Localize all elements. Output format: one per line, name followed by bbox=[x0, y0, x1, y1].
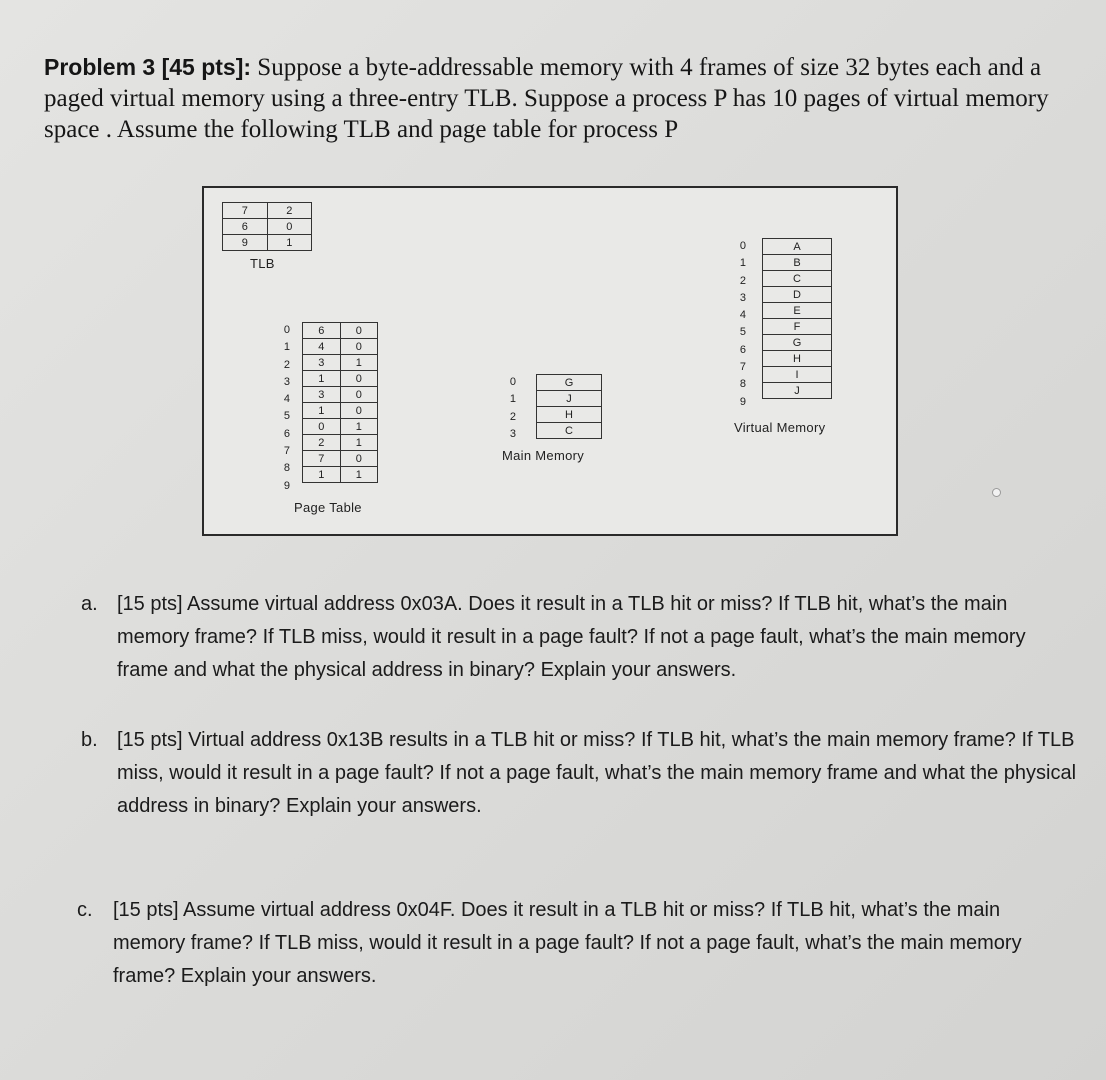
valid-bit: 1 bbox=[340, 355, 378, 371]
page-table-row bbox=[303, 435, 378, 451]
page-content: C bbox=[763, 271, 832, 287]
frame-number: 6 bbox=[303, 323, 341, 339]
problem-text: Suppose a byte-addressable memory with 4 frames of size 32 bytes each and a paged virtual memory using a three-entry TLB. Suppose a process P has 10 pages of virtual memory space . Assume the following TLB and page table for process P bbox=[44, 54, 1049, 143]
page-index: 3 bbox=[739, 291, 746, 304]
tlb-page: 9 bbox=[223, 235, 268, 251]
page-content: E bbox=[763, 303, 832, 319]
page-table-row bbox=[303, 339, 378, 355]
valid-bit: 0 bbox=[340, 387, 378, 403]
tlb-page: 6 bbox=[223, 219, 268, 235]
decorative-dot bbox=[992, 488, 1001, 497]
frame-content: H bbox=[537, 407, 602, 423]
tlb-row bbox=[223, 219, 312, 235]
problem-statement bbox=[44, 52, 1084, 145]
frame-index: 2 bbox=[509, 410, 516, 423]
page-table bbox=[302, 322, 378, 483]
page-index: 6 bbox=[283, 427, 290, 440]
page-table-caption: Page Table bbox=[294, 500, 362, 515]
page-index: 9 bbox=[283, 479, 290, 492]
question-c bbox=[77, 894, 1073, 993]
virtual-memory-caption: Virtual Memory bbox=[734, 420, 826, 435]
valid-bit: 1 bbox=[340, 435, 378, 451]
frame-number: 4 bbox=[303, 339, 341, 355]
valid-bit: 0 bbox=[340, 451, 378, 467]
question-text: [15 pts] Virtual address 0x13B results in a TLB hit or miss? If TLB hit, what’s the main memory frame? If TLB miss, would it result in a page fault? If not a page fault, what’s the main memory frame and what the physical address in binary? Explain your answers. bbox=[117, 729, 1077, 817]
page-table-row bbox=[303, 467, 378, 483]
page-index: 2 bbox=[739, 274, 746, 287]
page-content: B bbox=[763, 255, 832, 271]
page-index: 6 bbox=[739, 343, 746, 356]
page-index: 1 bbox=[283, 341, 290, 354]
page-content: H bbox=[763, 351, 832, 367]
page-content: J bbox=[763, 383, 832, 399]
question-a bbox=[81, 588, 1077, 687]
tlb-table bbox=[222, 202, 312, 251]
valid-bit: 1 bbox=[340, 467, 378, 483]
page-index: 5 bbox=[739, 326, 746, 339]
page-table-row bbox=[303, 371, 378, 387]
valid-bit: 0 bbox=[340, 371, 378, 387]
valid-bit: 0 bbox=[340, 323, 378, 339]
main-memory-caption: Main Memory bbox=[502, 448, 585, 463]
frame-number: 3 bbox=[303, 355, 341, 371]
page-index: 1 bbox=[739, 257, 746, 270]
page-table-indices bbox=[276, 322, 290, 495]
memory-figure bbox=[202, 186, 898, 536]
frame-number: 0 bbox=[303, 419, 341, 435]
virtual-memory-indices bbox=[732, 238, 746, 411]
tlb-row bbox=[223, 235, 312, 251]
page-index: 5 bbox=[283, 410, 290, 423]
page-content: F bbox=[763, 319, 832, 335]
frame-number: 1 bbox=[303, 371, 341, 387]
tlb-frame: 2 bbox=[267, 203, 312, 219]
frame-content: G bbox=[537, 375, 602, 391]
page-table-row bbox=[303, 451, 378, 467]
page-table-row bbox=[303, 355, 378, 371]
page-content: I bbox=[763, 367, 832, 383]
question-label: b. bbox=[81, 729, 98, 751]
question-label: a. bbox=[81, 593, 98, 615]
frame-index: 3 bbox=[509, 427, 516, 440]
valid-bit: 1 bbox=[340, 419, 378, 435]
page-table-row bbox=[303, 323, 378, 339]
page-content: G bbox=[763, 335, 832, 351]
frame-content: J bbox=[537, 391, 602, 407]
page-content: A bbox=[763, 239, 832, 255]
frame-content: C bbox=[537, 423, 602, 439]
page-table-row bbox=[303, 419, 378, 435]
frame-number: 2 bbox=[303, 435, 341, 451]
page-index: 7 bbox=[739, 361, 746, 374]
tlb-page: 7 bbox=[223, 203, 268, 219]
page-table-row bbox=[303, 403, 378, 419]
tlb-row bbox=[223, 203, 312, 219]
page-index: 8 bbox=[739, 378, 746, 391]
tlb-frame: 1 bbox=[267, 235, 312, 251]
tlb-caption: TLB bbox=[250, 256, 275, 271]
main-memory-indices bbox=[502, 374, 516, 443]
page-content: D bbox=[763, 287, 832, 303]
question-text: [15 pts] Assume virtual address 0x03A. Does it result in a TLB hit or miss? If TLB hit, what’s the main memory frame? If TLB miss, would it result in a page fault? If not a page fault, what’s the main memory frame and what the physical address in binary? Explain your answers. bbox=[117, 593, 1026, 681]
page-index: 2 bbox=[283, 358, 290, 371]
page-index: 0 bbox=[283, 324, 290, 336]
page-index: 9 bbox=[739, 395, 746, 408]
main-memory-table bbox=[536, 374, 602, 439]
page-index: 4 bbox=[283, 393, 290, 406]
question-label: c. bbox=[77, 899, 93, 921]
virtual-memory-table bbox=[762, 238, 832, 399]
question-b bbox=[81, 724, 1077, 823]
tlb-frame: 0 bbox=[267, 219, 312, 235]
valid-bit: 0 bbox=[340, 339, 378, 355]
frame-number: 3 bbox=[303, 387, 341, 403]
page-index: 4 bbox=[739, 309, 746, 322]
page-table-row bbox=[303, 387, 378, 403]
frame-number: 1 bbox=[303, 403, 341, 419]
frame-index: 1 bbox=[509, 393, 516, 406]
frame-index: 0 bbox=[509, 376, 516, 388]
question-text: [15 pts] Assume virtual address 0x04F. Does it result in a TLB hit or miss? If TLB hit, what’s the main memory frame? If TLB miss, would it result in a page fault? If not a page fault, what’s the main memory frame? Explain your answers. bbox=[113, 899, 1022, 987]
valid-bit: 0 bbox=[340, 403, 378, 419]
frame-number: 7 bbox=[303, 451, 341, 467]
page-index: 0 bbox=[739, 240, 746, 252]
page-index: 8 bbox=[283, 462, 290, 475]
frame-number: 1 bbox=[303, 467, 341, 483]
page-index: 3 bbox=[283, 375, 290, 388]
page-index: 7 bbox=[283, 445, 290, 458]
problem-heading: Problem 3 [45 pts]: bbox=[44, 54, 252, 80]
